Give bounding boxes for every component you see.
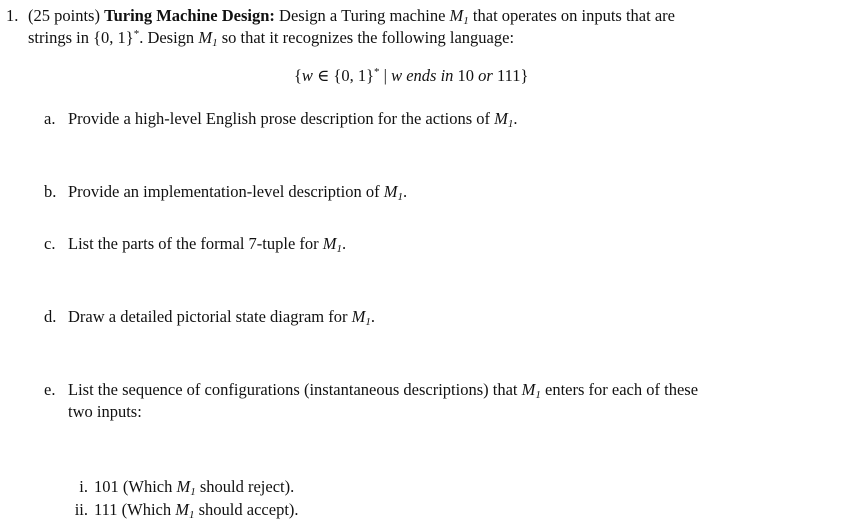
machine-symbol: $M_1$ (521, 380, 541, 401)
question-header-line-1: (25 points) Turing Machine Design: Design a Turing machine $M_1$ that operates on inputs that are (28, 6, 675, 27)
part-a: a. Provide a high-level English prose description for the actions of $M_1$. (44, 109, 518, 130)
part-c: c. List the parts of the formal 7-tuple for $M_1$. (44, 234, 347, 255)
part-d: d. Draw a detailed pictorial state diagram for $M_1$. (44, 307, 375, 328)
subpart-ii: ii. 111 (Which $M_1$ should accept). (74, 500, 299, 521)
question-header-line-2: strings in {0, 1}*. Design $M_1$ so that it recognizes the following language: (28, 28, 515, 49)
question-number: 1. (6, 6, 19, 25)
subpart-i: i. 101 (Which $M_1$ should reject). (79, 477, 295, 498)
machine-symbol: $M_1$ (198, 28, 218, 49)
part-e: e. List the sequence of configurations (instantaneous descriptions) that $M_1$ enters for each of these (44, 380, 699, 401)
machine-symbol: $M_1$ (449, 6, 469, 27)
machine-symbol: $M_1$ (175, 500, 195, 521)
machine-symbol: $M_1$ (322, 234, 343, 255)
machine-symbol: $M_1$ (351, 307, 371, 328)
question-title: Turing Machine Design: (104, 6, 275, 25)
machine-symbol: $M_1$ (383, 182, 403, 203)
language-definition: {w ∈ {0, 1}* | w ends in 10 or 111} (294, 66, 529, 85)
part-e-line-2: two inputs: (68, 402, 142, 421)
question-points: (25 points) (28, 6, 100, 25)
part-b: b. Provide an implementation-level description of $M_1$. (44, 182, 408, 203)
machine-symbol: $M_1$ (176, 477, 196, 498)
machine-symbol: $M_1$ (494, 109, 514, 130)
